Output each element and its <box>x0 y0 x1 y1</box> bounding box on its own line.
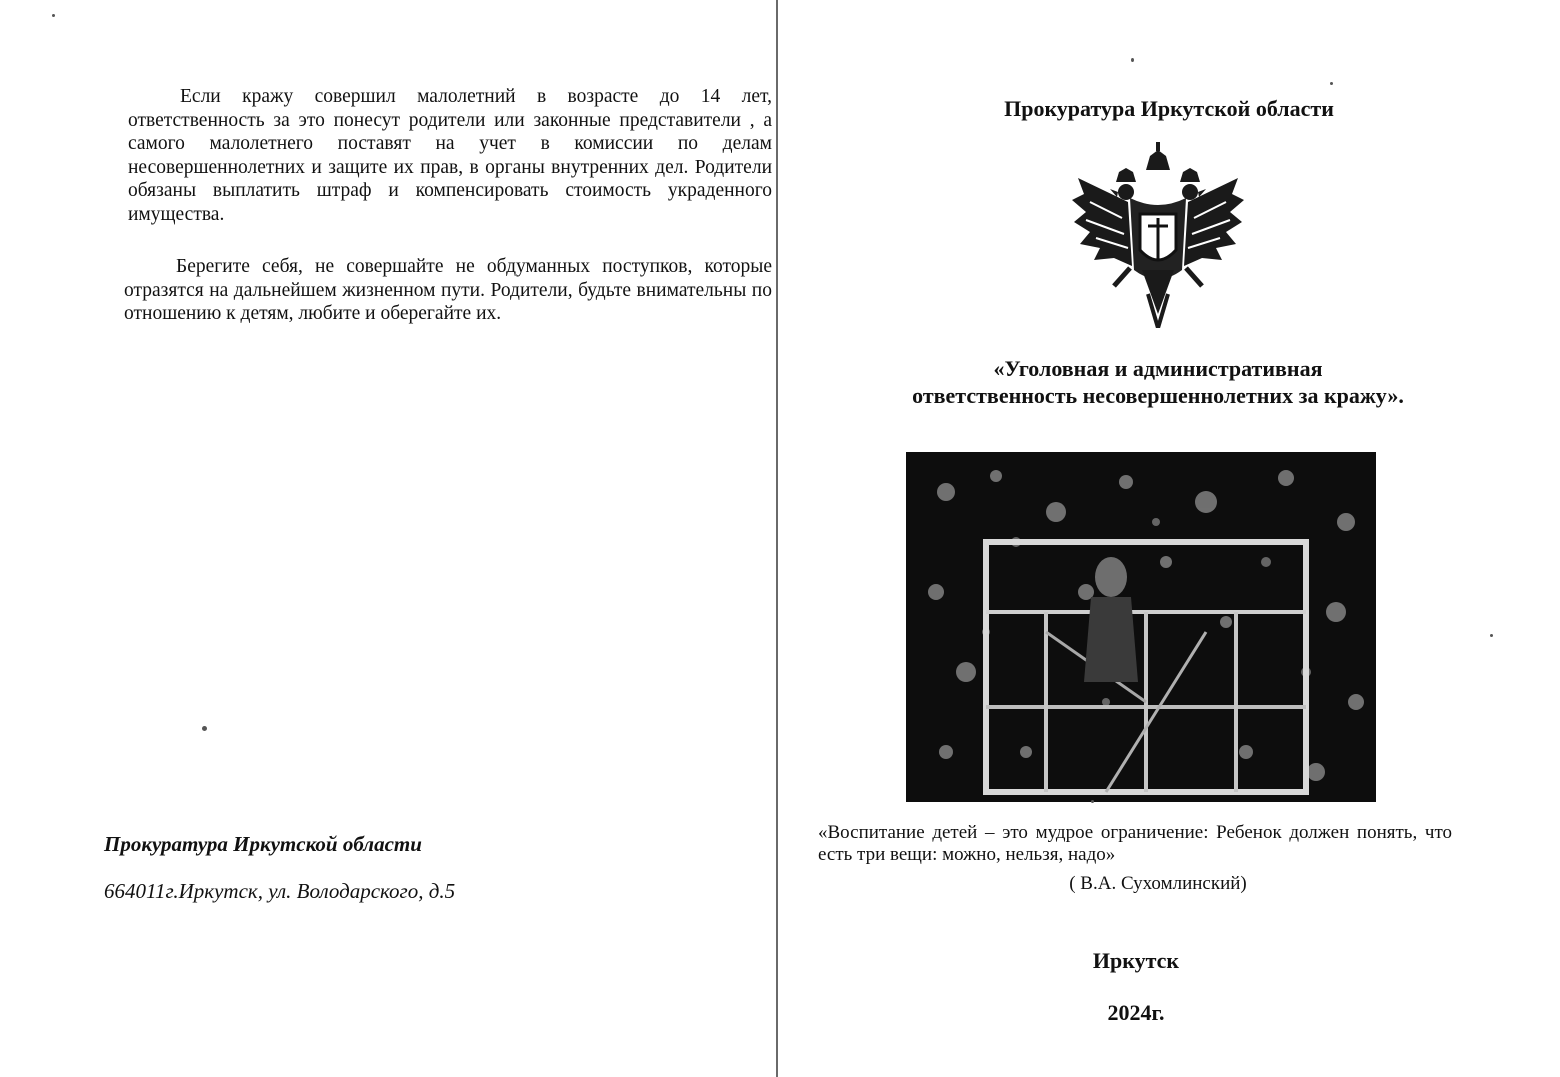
scan-speck <box>1330 82 1333 85</box>
scan-speck <box>52 14 55 17</box>
sukhomlinsky-quote: «Воспитание детей – это мудрое ограничение: Ребенок должен понять, что есть три вещи: можно, нельзя, надо» <box>818 822 1452 865</box>
barred-window-photo <box>906 452 1376 802</box>
paragraph-minor-theft-liability: Если кражу совершил малолетний в возрасте до 14 лет, ответственность за это понесут родители или законные представители , а самого малолетнего поставят на учет в комиссии по делам несовершеннолетних и защите их прав, в органы внутренних дел. Родители обязаны выплатить штраф и компенсировать стоимость украденного имущества. <box>128 86 772 225</box>
scan-speck <box>1131 58 1134 62</box>
city-name: Иркутск <box>1092 948 1180 973</box>
brochure-headline <box>838 355 1478 409</box>
left-page <box>0 0 776 1077</box>
organization-address: 664011г.Иркутск, ул. Володарского, д.5 <box>104 879 456 903</box>
scan-speck <box>1490 634 1493 637</box>
scan-speck <box>202 726 207 731</box>
headline-line-2: ответственность несовершеннолетних за кражу». <box>912 383 1404 408</box>
scan-speck <box>1091 800 1094 803</box>
double-headed-eagle-emblem-icon <box>1070 142 1246 328</box>
cover-organization-title: Прокуратура Иркутской области <box>1004 96 1334 121</box>
publication-year: 2024г. <box>1107 1000 1165 1025</box>
paragraph-advice: Берегите себя, не совершайте не обдуманных поступков, которые отразятся на дальнейшем жизненном пути. Родители, будьте внимательны по отношению к детям, любите и оберегайте их. <box>124 256 772 324</box>
right-page <box>778 0 1560 1077</box>
organization-signature: Прокуратура Иркутской области <box>104 832 422 856</box>
headline-line-1: «Уголовная и административная <box>993 356 1323 381</box>
quote-author: ( В.А. Сухомлинский) <box>1069 873 1247 894</box>
